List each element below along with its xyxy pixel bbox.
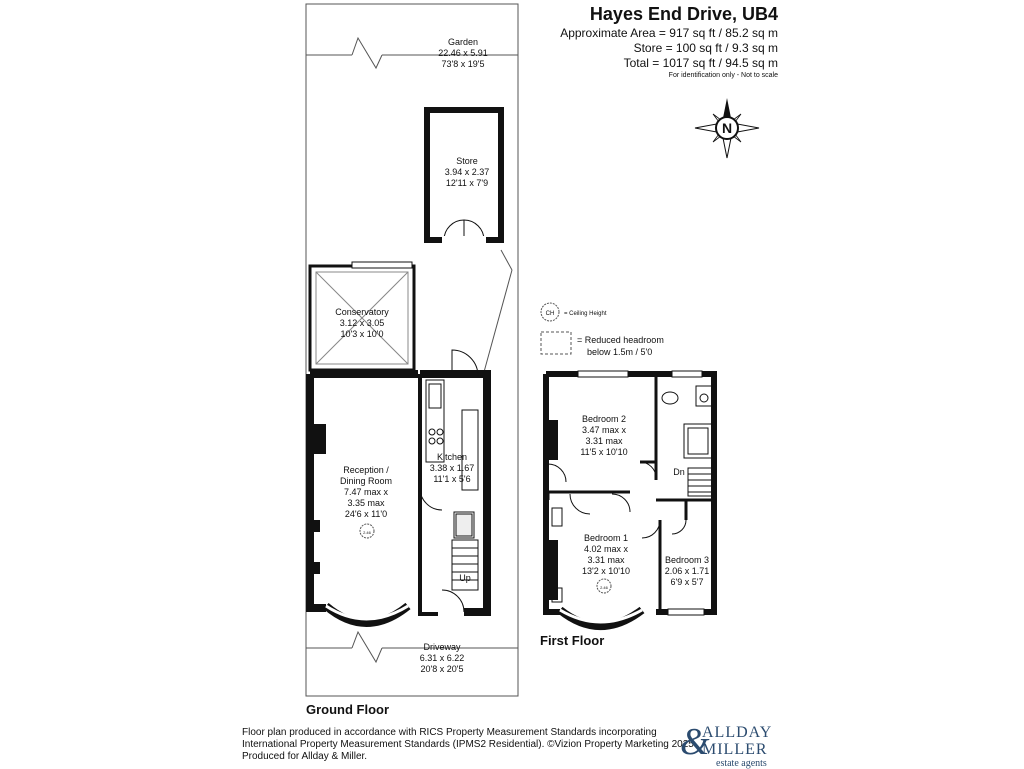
first-floor-plan — [540, 371, 714, 648]
first-floor-stairs — [688, 468, 712, 496]
compass-north-label: N — [721, 120, 733, 136]
logo-ampersand: & — [680, 721, 710, 763]
reduced-headroom-legend-label: = Reduced headroom — [577, 335, 664, 345]
conservatory-label: Conservatory — [335, 307, 389, 317]
garden-metric: 22.46 x 5.91 — [438, 48, 488, 58]
bedroom2-label: Bedroom 2 — [581, 414, 627, 424]
reduced-headroom-legend-label-2: below 1.5m / 5'0 — [587, 347, 653, 357]
driveway-imperial: 20'8 x 20'5 — [420, 664, 464, 674]
bedroom1-dim-1: 4.02 max x — [583, 544, 629, 554]
bedroom3-imperial: 6'9 x 5'7 — [670, 577, 704, 587]
side-passage — [484, 250, 512, 372]
chimney-breast — [310, 424, 326, 454]
first-floor-ceiling-height-value: 2.46 — [600, 585, 608, 590]
kitchen-imperial: 11'1 x 5'6 — [433, 474, 471, 484]
first-floor-title: First Floor — [540, 633, 605, 648]
reception-dim-1: 7.47 max x — [343, 487, 389, 497]
ground-floor-title: Ground Floor — [306, 702, 390, 717]
reception-label-2: Dining Room — [339, 476, 393, 486]
bedroom1-imperial: 13'2 x 10'10 — [582, 566, 630, 576]
legend — [541, 303, 664, 357]
conservatory-metric: 3.12 x 3.05 — [339, 318, 385, 328]
first-floor-bay-window — [560, 610, 642, 626]
total-area: Total = 1017 sq ft / 94.5 sq m — [623, 56, 778, 70]
ceiling-height-legend-label: = Ceiling Height — [564, 311, 607, 317]
approximate-area: Approximate Area = 917 sq ft / 85.2 sq m — [560, 26, 778, 40]
ceiling-height-legend-code: CH — [545, 311, 555, 317]
garden-imperial: 73'8 x 19'5 — [441, 59, 485, 69]
property-title: Hayes End Drive, UB4 — [589, 4, 778, 24]
kitchen-label: Kitchen — [436, 452, 468, 462]
ceiling-height-value: 2.46 — [363, 530, 371, 535]
store-imperial: 12'11 x 7'9 — [445, 178, 489, 188]
bathroom-fittings — [662, 386, 712, 458]
footer-line-1: Floor plan produced in accordance with RICS Property Measurement Standards incorporating — [242, 727, 657, 738]
bedroom2-imperial: 11'5 x 10'10 — [580, 447, 628, 457]
reduced-headroom-legend-symbol — [541, 332, 571, 354]
store-area: Store = 100 sq ft / 9.3 sq m — [633, 41, 778, 55]
bedroom1-dim-2: 3.31 max — [587, 555, 625, 565]
compass-rose-icon — [695, 98, 759, 158]
logo-tagline: estate agents — [716, 758, 767, 769]
footer-disclaimer — [242, 727, 697, 763]
logo-name-allday: ALLDAY — [702, 724, 773, 741]
reception-label: Reception / — [343, 465, 389, 475]
store-metric: 3.94 x 2.37 — [444, 167, 490, 177]
ground-floor-plan — [306, 4, 518, 717]
driveway-label: Driveway — [423, 642, 461, 652]
reception-imperial: 24'6 x 11'0 — [344, 509, 388, 519]
footer-line-2: International Property Measurement Standards (IPMS2 Residential). ©Vizion Property Marketing 2025. — [242, 739, 697, 750]
garden-label: Garden — [447, 37, 479, 47]
conservatory-imperial: 10'3 x 10'0 — [340, 329, 384, 339]
bedroom1-label: Bedroom 1 — [583, 533, 629, 543]
kitchen-metric: 3.38 x 1.67 — [429, 463, 475, 473]
footer-line-3: Produced for Allday & Miller. — [242, 751, 368, 762]
stairs-down-label: Dn — [673, 467, 685, 477]
identification-note: For identification only - Not to scale — [668, 72, 778, 79]
bedroom3-metric: 2.06 x 1.71 — [664, 566, 710, 576]
bedroom3-label: Bedroom 3 — [664, 555, 710, 565]
reception-dim-2: 3.35 max — [347, 498, 385, 508]
store-label: Store — [456, 156, 478, 166]
driveway-metric: 6.31 x 6.22 — [419, 653, 465, 663]
logo-name-miller: MILLER — [702, 741, 768, 758]
bedroom2-dim-2: 3.31 max — [585, 436, 623, 446]
store-building — [427, 110, 501, 244]
bedroom2-dim-1: 3.47 max x — [581, 425, 627, 435]
stairs-up-label: Up — [459, 573, 471, 583]
